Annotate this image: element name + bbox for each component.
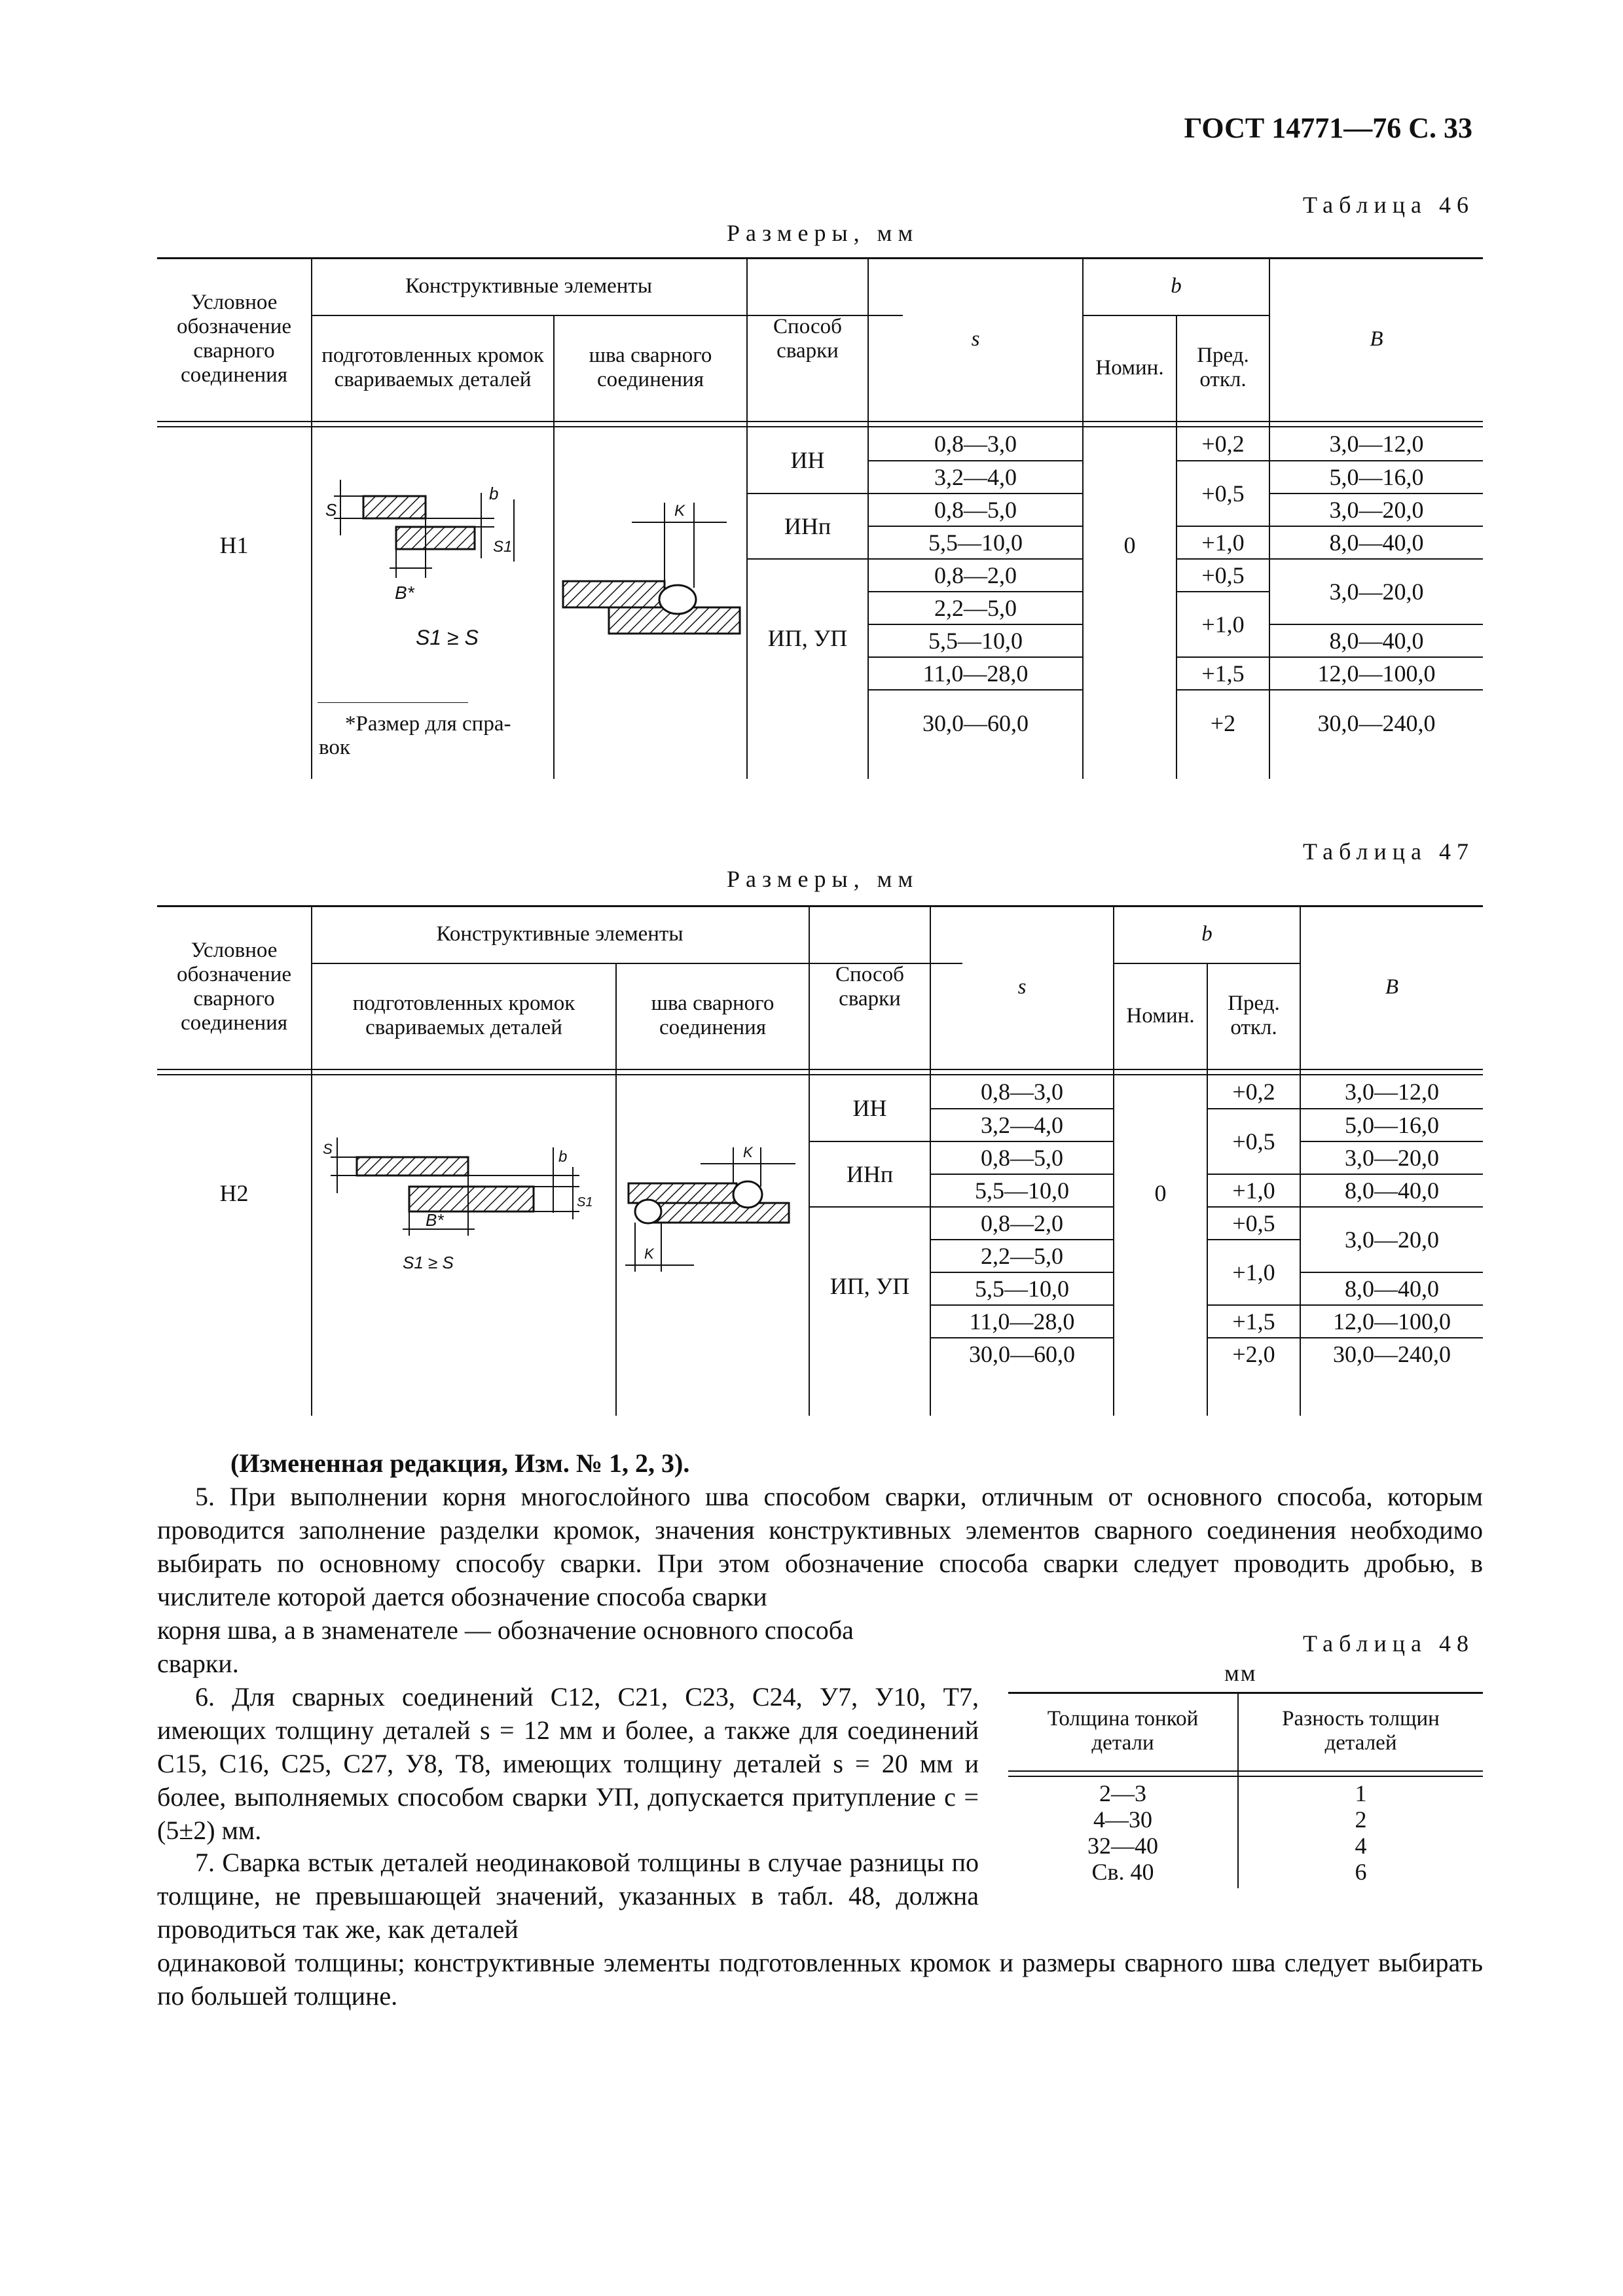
t46-s-6: 5,5—10,0 [928, 627, 1023, 654]
t46-head-weld: шва сварного соединения [589, 344, 712, 391]
t46-head-B: B [1370, 327, 1383, 351]
t47-s-2: 0,8—5,0 [981, 1144, 1063, 1171]
page-header: ГОСТ 14771—76 С. 33 [1184, 112, 1472, 144]
t48-thin-1: 4—30 [1093, 1806, 1152, 1833]
table48 [1008, 1692, 1483, 1888]
t48-diff-0: 1 [1355, 1780, 1367, 1806]
t47-s-7: 11,0—28,0 [969, 1308, 1075, 1335]
t48-head-diff: Разность толщин деталей [1282, 1707, 1440, 1755]
t48-diff-1: 2 [1355, 1806, 1367, 1833]
t47-label-b: b [558, 1148, 568, 1166]
t46-label-bstar: B* [395, 583, 414, 603]
t46-method-inp: ИНп [784, 512, 831, 539]
paragraph-5: 5. При выполнении корня многослойного шва способом сварки, отличным от основного способа, которым проводится заполнение разделки кромок, значения конструктивных элементов сварного соединения необходимо выбирать по основному способу сварки. При этом обозначение способа сварки следует проводить дробью, в числителе которой дается обозначение способа сварки [157, 1482, 1483, 1611]
paragraph-7: 7. Сварка встык деталей неодинаковой толщины в случае разницы по толщине, не превышающей значений, указанных в табл. 48, должна проводиться так же, как деталей [157, 1848, 979, 1944]
t46-prepared-edges-drawing [318, 454, 553, 689]
table46 [157, 257, 1483, 779]
t47-tol-6: +2,0 [1232, 1340, 1275, 1367]
t46-s-7: 11,0—28,0 [922, 660, 1029, 687]
t46-tol-2: +1,0 [1201, 529, 1245, 556]
t47-label-s1: S1 [577, 1195, 593, 1210]
table46-units: Размеры, мм [727, 220, 919, 246]
t46-B-6: 12,0—100,0 [1317, 660, 1436, 687]
t47-head-constructive: Конструктивные элементы [436, 922, 684, 946]
t47-tol-2: +1,0 [1232, 1177, 1275, 1204]
t47-B-3: 8,0—40,0 [1345, 1177, 1439, 1204]
t47-weld-seam-drawing [622, 1134, 809, 1311]
t46-head-tol: Пред. откл. [1197, 344, 1249, 391]
t47-tol-0: +0,2 [1232, 1078, 1275, 1105]
t46-label-s1: S1 [493, 538, 513, 556]
t47-head-nominal: Номин. [1126, 1003, 1195, 1028]
t46-tol-3: +0,5 [1201, 562, 1245, 588]
t47-B-7: 30,0—240,0 [1333, 1340, 1451, 1367]
t47-head-tol: Пред. откл. [1228, 992, 1280, 1039]
paragraph-5-tail: корня шва, а в знаменателе — обозначение основного способа сварки. [157, 1615, 854, 1678]
t47-prepared-edges-drawing [318, 1121, 612, 1298]
t47-method-inp: ИНп [846, 1160, 894, 1187]
table47 [157, 905, 1483, 1416]
t48-diff-2: 4 [1355, 1832, 1367, 1859]
t46-B-1: 5,0—16,0 [1329, 463, 1424, 490]
t46-head-s: s [971, 327, 980, 351]
t47-s-0: 0,8—3,0 [981, 1078, 1063, 1105]
amendment-note: (Измененная редакция, Изм. № 1, 2, 3). [230, 1448, 690, 1478]
t47-head-prepared: подготовленных кромок свариваемых деталей [352, 992, 575, 1039]
t46-head-designation: Условное обозначение сварного соединения [176, 291, 292, 387]
t47-tol-1: +0,5 [1232, 1128, 1275, 1155]
t47-B-4: 3,0—20,0 [1345, 1226, 1439, 1253]
t46-s-0: 0,8—3,0 [934, 430, 1017, 457]
t46-method-ip-up: ИП, УП [767, 624, 848, 651]
t47-method-ip-up: ИП, УП [830, 1272, 910, 1299]
t47-designation: Н2 [219, 1179, 249, 1206]
t47-label-bstar: B* [426, 1210, 444, 1230]
t47-head-s: s [1017, 975, 1027, 999]
t46-s-5: 2,2—5,0 [934, 594, 1017, 621]
t47-label-cond: S1 ≥ S [403, 1253, 454, 1272]
t46-designation: Н1 [219, 531, 249, 558]
t47-s-4: 0,8—2,0 [981, 1210, 1063, 1236]
t47-b-nominal: 0 [1154, 1179, 1167, 1206]
t46-footnote: *Размер для спра- вок [319, 712, 511, 760]
t47-tol-5: +1,5 [1232, 1308, 1275, 1335]
t46-B-4: 3,0—20,0 [1329, 578, 1424, 605]
t46-s-2: 0,8—5,0 [934, 496, 1017, 523]
t48-diff-3: 6 [1355, 1858, 1367, 1885]
t46-B-5: 8,0—40,0 [1329, 627, 1424, 654]
t46-head-nominal: Номин. [1095, 355, 1164, 380]
t46-s-8: 30,0—60,0 [922, 709, 1029, 736]
t47-label-k-bottom: K [644, 1246, 654, 1262]
table48-caption: Таблица 48 [1303, 1630, 1474, 1657]
t46-s-4: 0,8—2,0 [934, 562, 1017, 588]
t47-label-k-top: K [743, 1144, 753, 1160]
t46-tol-4: +1,0 [1201, 611, 1245, 637]
t47-head-b: b [1201, 922, 1213, 946]
t47-s-1: 3,2—4,0 [981, 1111, 1063, 1138]
t47-label-s: S [323, 1141, 333, 1157]
t46-b-nominal: 0 [1123, 531, 1136, 558]
table47-units: Размеры, мм [727, 866, 919, 892]
table46-caption: Таблица 46 [1303, 192, 1474, 218]
t47-head-weld: шва сварного соединения [651, 992, 775, 1039]
t47-B-6: 12,0—100,0 [1333, 1308, 1451, 1335]
t47-B-1: 5,0—16,0 [1345, 1111, 1439, 1138]
t48-thin-3: Св. 40 [1091, 1858, 1154, 1885]
t46-tol-5: +1,5 [1201, 660, 1245, 687]
t47-s-5: 2,2—5,0 [981, 1242, 1063, 1269]
t46-label-cond: S1 ≥ S [416, 626, 479, 649]
t47-tol-4: +1,0 [1232, 1259, 1275, 1285]
t48-thin-2: 32—40 [1087, 1832, 1158, 1859]
t46-head-constructive: Конструктивные элементы [405, 274, 653, 298]
t47-s-6: 5,5—10,0 [975, 1275, 1069, 1302]
t46-weld-seam-drawing [560, 490, 746, 660]
t46-s-1: 3,2—4,0 [934, 463, 1017, 490]
t46-label-s: S [325, 500, 337, 520]
t47-head-B: B [1385, 975, 1399, 999]
t47-B-0: 3,0—12,0 [1345, 1078, 1439, 1105]
t47-head-designation: Условное обозначение сварного соединения [176, 939, 292, 1035]
t46-s-3: 5,5—10,0 [928, 529, 1023, 556]
t48-thin-0: 2—3 [1099, 1780, 1146, 1806]
t46-B-0: 3,0—12,0 [1329, 430, 1424, 457]
t46-label-b: b [489, 484, 499, 503]
t46-head-method: Способ сварки [773, 315, 842, 363]
t46-method-in: ИН [790, 446, 825, 473]
t46-tol-6: +2 [1210, 709, 1236, 736]
t46-label-k: K [674, 502, 685, 520]
t47-s-8: 30,0—60,0 [969, 1340, 1075, 1367]
t47-head-method: Способ сварки [835, 963, 904, 1011]
paragraph-7-end: одинаковой толщины; конструктивные элементы подготовленных кромок и размеры сварного шва следует выбирать по большей толщине. [157, 1948, 1483, 2011]
paragraph-6: 6. Для сварных соединений С12, С21, С23, С24, У7, У10, Т7, имеющих толщину деталей s = 12 мм и более, а также для соединений С15, С16, С25, С27, У8, Т8, имеющих толщину деталей s = 20 мм и более, выполняемых способом сварки УП, допускается притупление c = (5±2) мм. [157, 1682, 979, 1845]
t46-tol-1: +0,5 [1201, 480, 1245, 507]
t46-tol-0: +0,2 [1201, 430, 1245, 457]
t47-s-3: 5,5—10,0 [975, 1177, 1069, 1204]
t46-B-3: 8,0—40,0 [1329, 529, 1424, 556]
table48-units: мм [1224, 1660, 1257, 1686]
t46-head-prepared: подготовленных кромок свариваемых деталей [321, 344, 544, 391]
t47-tol-3: +0,5 [1232, 1210, 1275, 1236]
t48-head-thin: Толщина тонкой детали [1047, 1707, 1199, 1755]
t46-B-2: 3,0—20,0 [1329, 496, 1424, 523]
t46-head-b: b [1171, 274, 1182, 298]
table47-caption: Таблица 47 [1303, 838, 1474, 865]
t47-B-2: 3,0—20,0 [1345, 1144, 1439, 1171]
t46-B-7: 30,0—240,0 [1317, 709, 1436, 736]
t47-method-in: ИН [852, 1094, 887, 1121]
t47-B-5: 8,0—40,0 [1345, 1275, 1439, 1302]
